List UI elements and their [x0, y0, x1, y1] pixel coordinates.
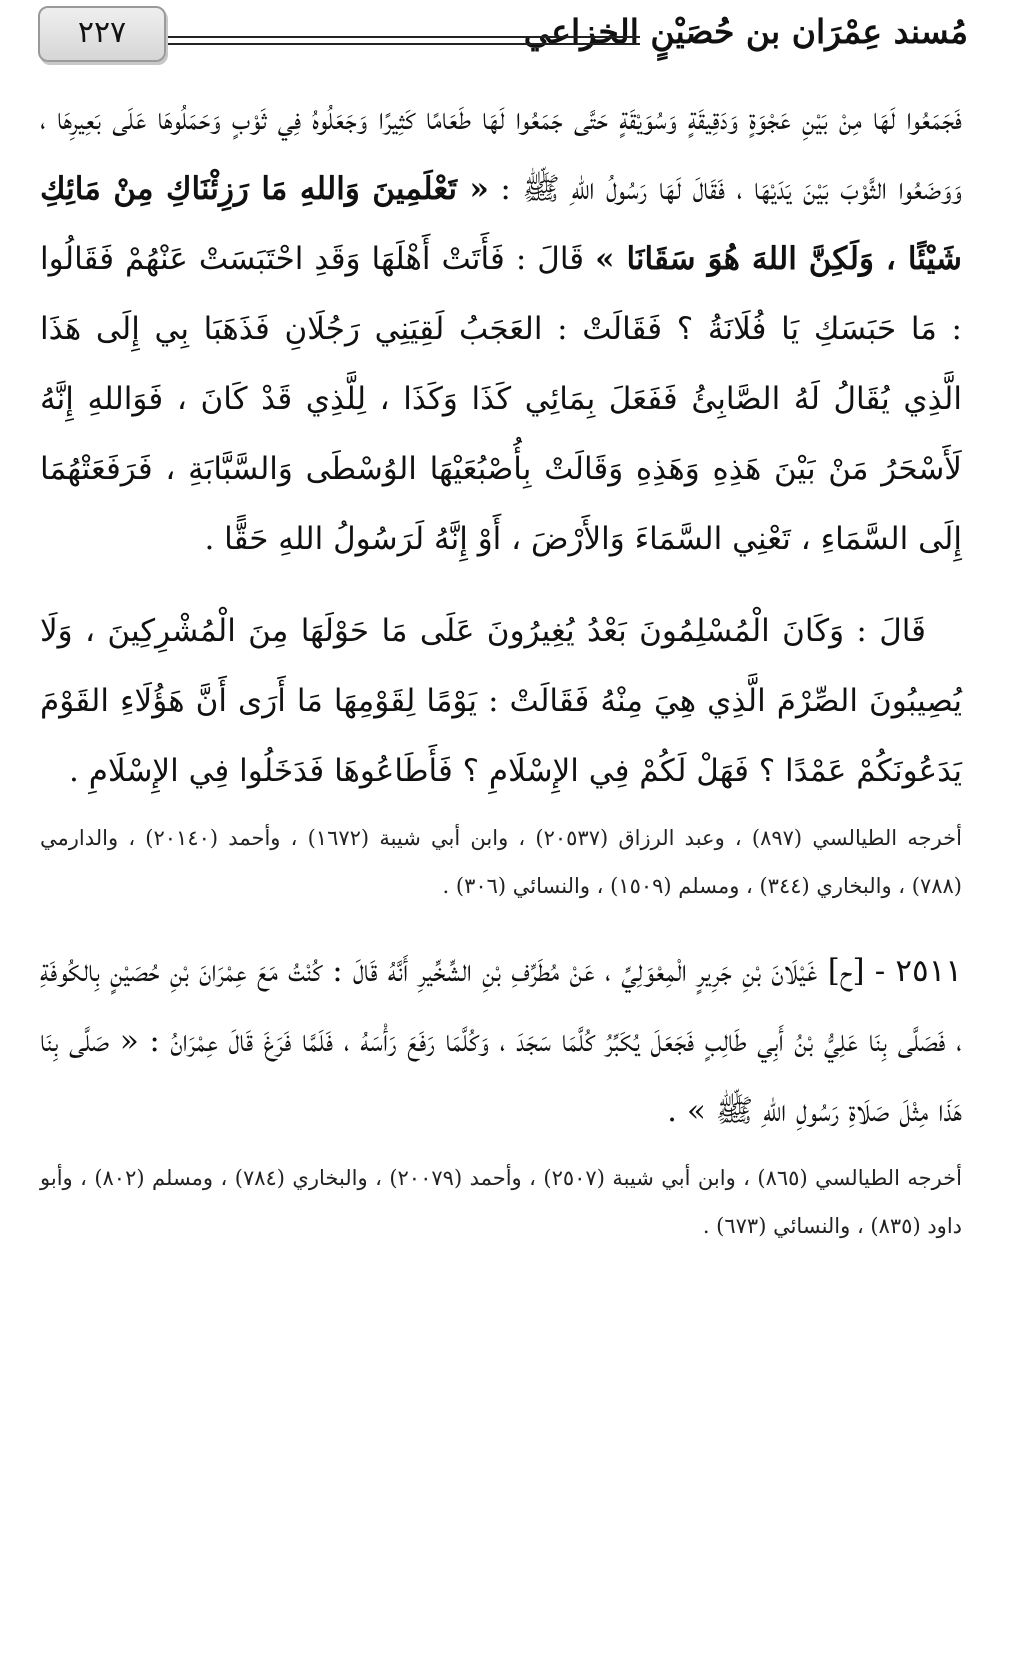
running-title: مُسند عِمْرَان بن حُصَيْنٍ الخزاعي [523, 12, 968, 51]
header-rule-double [168, 43, 640, 45]
prophet-quote: « تَعْلَمِينَ وَاللهِ مَا رَزِئْنَاكِ مِنْ مَائِكِ شَيْئًا ، وَلَكِنَّ اللهَ هُوَ سَقَانَا » [40, 171, 962, 277]
takhrij-footnote-1: أخرجه الطيالسي (٨٩٧) ، وعبد الرزاق (٢٠٥٣٧) ، وابن أبي شيبة (١٦٧٢) ، وأحمد (٢٠١٤٠) ، والدارمي (٧٨٨) ، والبخاري (٣٤٤) ، ومسلم (١٥٠٩) ، والنسائي (٣٠٦) . [40, 826, 962, 898]
header-rule [168, 36, 640, 38]
paragraph-1-text: فَجَمَعُوا لَهَا مِنْ بَيْنِ عَجْوَةٍ وَدَقِيقَةٍ وَسُوَيْقَةٍ حَتَّى جَمَعُوا لَهَا طَعَامًا كَثِيرًا وَجَعَلُوهُ فِي ثَوْبٍ وَحَمَلُوهَا عَلَى بَعِيرِهَا ، وَوَضَعُوا الثَّوْبَ بَيْنَ يَدَيْهَا ، فَقَالَ لَهَا رَسُولُ اللهِ ﷺ : [40, 101, 962, 207]
hadith-2511 [40, 936, 962, 1146]
hadith-number: ٢٥١١ - [ح] [827, 953, 962, 989]
paragraph-1 [40, 84, 962, 574]
page-content [40, 84, 962, 1250]
paragraph-1-continuation: قَالَ : فَأَتَتْ أَهْلَهَا وَقَدِ احْتَبَسَتْ عَنْهُمْ فَقَالُوا : مَا حَبَسَكِ يَا فُلَانَةُ ؟ فَقَالَتْ : العَجَبُ لَقِيَنِي رَجُلَانِ فَذَهَبَا بِي إِلَى هَذَا الَّذِي يُقَالُ لَهُ الصَّابِئُ فَفَعَلَ بِمَائِي كَذَا وَكَذَا ، لِلَّذِي قَدْ كَانَ ، فَوَاللهِ إِنَّهُ لَأَسْحَرُ مَنْ بَيْنَ هَذِهِ وَهَذِهِ وَقَالَتْ بِأُصْبُعَيْهَا الوُسْطَى وَالسَّبَّابَةِ ، فَرَفَعَتْهُمَا إِلَى السَّمَاءِ ، تَعْنِي السَّمَاءَ وَالأَرْضَ ، أَوْ إِنَّهُ لَرَسُولُ اللهِ حَقًّا . [40, 241, 962, 557]
takhrij-footnote-2: أخرجه الطيالسي (٨٦٥) ، وابن أبي شيبة (٢٥٠٧) ، وأحمد (٢٠٠٧٩) ، والبخاري (٧٨٤) ، ومسلم (٨٠٢) ، وأبو داود (٨٣٥) ، والنسائي (٦٧٣) . [40, 1166, 962, 1238]
paragraph-2: قَالَ : وَكَانَ الْمُسْلِمُونَ بَعْدُ يُغِيرُونَ عَلَى مَا حَوْلَهَا مِنَ الْمُشْرِكِينَ ، وَلَا يُصِيبُونَ الصِّرْمَ الَّذِي هِيَ مِنْهُ فَقَالَتْ : يَوْمًا لِقَوْمِهَا مَا أَرَى أَنَّ هَؤُلَاءِ القَوْمَ يَدَعُونَكُمْ عَمْدًا ؟ فَهَلْ لَكُمْ فِي الإِسْلَامِ ؟ فَأَطَاعُوهَا فَدَخَلُوا فِي الإِسْلَامِ . [40, 613, 962, 789]
hadith-2511-text: غَيْلَانَ بْنِ جَرِيرٍ الْمِعْوَلِيِّ ، عَنْ مُطَرِّفِ بْنِ الشِّخِّيرِ أَنَّهُ قَالَ : كُنْتُ مَعَ عِمْرَانَ بْنِ حُصَيْنٍ بِالكُوفَةِ ، فَصَلَّى بِنَا عَلِيُّ بْنُ أَبِي طَالِبٍ فَجَعَلَ يُكَبِّرُ كُلَّمَا سَجَدَ ، وَكُلَّمَا رَفَعَ رَأْسَهُ ، فَلَمَّا فَرَغَ قَالَ عِمْرَانُ : « صَلَّى بِنَا هَذَا مِثْلَ صَلَاةِ رَسُولِ اللهِ ﷺ » . [40, 953, 962, 1129]
page-number-box [38, 6, 166, 62]
page-header [38, 6, 968, 62]
hadith-2511-text-block [40, 936, 962, 1146]
page-number: ٢٢٧ [77, 15, 127, 50]
